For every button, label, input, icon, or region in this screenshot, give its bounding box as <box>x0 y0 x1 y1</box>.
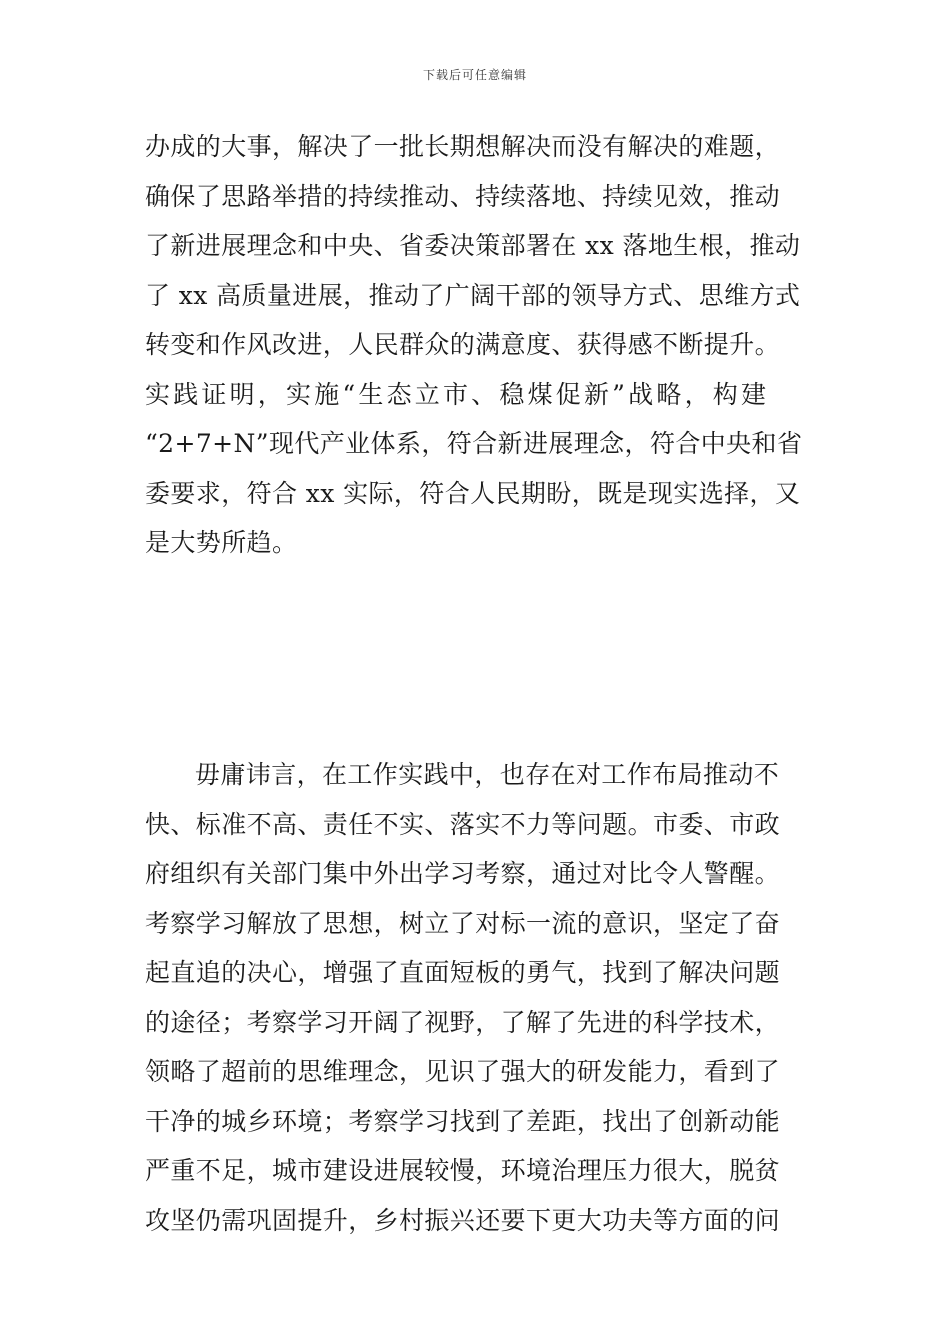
text-line: 是大势所趋。 <box>145 528 298 557</box>
text-line: 确保了思路举措的持续推动、持续落地、持续见效，推动 <box>145 181 781 211</box>
text-line: 府组织有关部门集中外出学习考察，通过对比令人警醒。 <box>145 859 781 888</box>
text-line: 的途径；考察学习开阔了视野，了解了先进的科学技术， <box>145 1007 781 1037</box>
text-line: 攻坚仍需巩固提升，乡村振兴还要下更大功夫等方面的问 <box>145 1205 781 1235</box>
text-line: 委要求，符合 xx 实际，符合人民期盼，既是现实选择，又 <box>145 478 801 508</box>
paragraph-2 <box>145 750 810 1245</box>
text-line: “2+7+N”现代产业体系，符合新进展理念，符合中央和省 <box>145 429 803 458</box>
text-line: 了新进展理念和中央、省委决策部署在 xx 落地生根，推动 <box>145 231 801 260</box>
text-line: 干净的城乡环境；考察学习找到了差距，找出了创新动能 <box>145 1106 781 1136</box>
text-line: 毋庸讳言，在工作实践中，也存在对工作布局推动不 <box>195 760 780 789</box>
page-header: 下载后可任意编辑 <box>422 68 527 82</box>
text-line: 办成的大事，解决了一批长期想解决而没有解决的难题， <box>145 132 781 161</box>
text-line: 严重不足，城市建设进展较慢，环境治理压力很大，脱贫 <box>145 1156 781 1185</box>
paragraph-1 <box>145 122 810 568</box>
text-line: 实践证明，实施“生态立市、稳煤促新”战略，构建 <box>145 379 770 409</box>
text-line: 转变和作风改进，人民群众的满意度、获得感不断提升。 <box>145 330 781 359</box>
text-line: 考察学习解放了思想，树立了对标一流的意识，坚定了奋 <box>145 908 781 938</box>
text-line: 领略了超前的思维理念，见识了强大的研发能力，看到了 <box>145 1057 781 1086</box>
text-line: 起直追的决心，增强了直面短板的勇气，找到了解决问题 <box>145 958 781 987</box>
text-line: 了 xx 高质量进展，推动了广阔干部的领导方式、思维方式 <box>145 280 801 310</box>
text-line: 快、标准不高、责任不实、落实不力等问题。市委、市政 <box>145 809 781 839</box>
